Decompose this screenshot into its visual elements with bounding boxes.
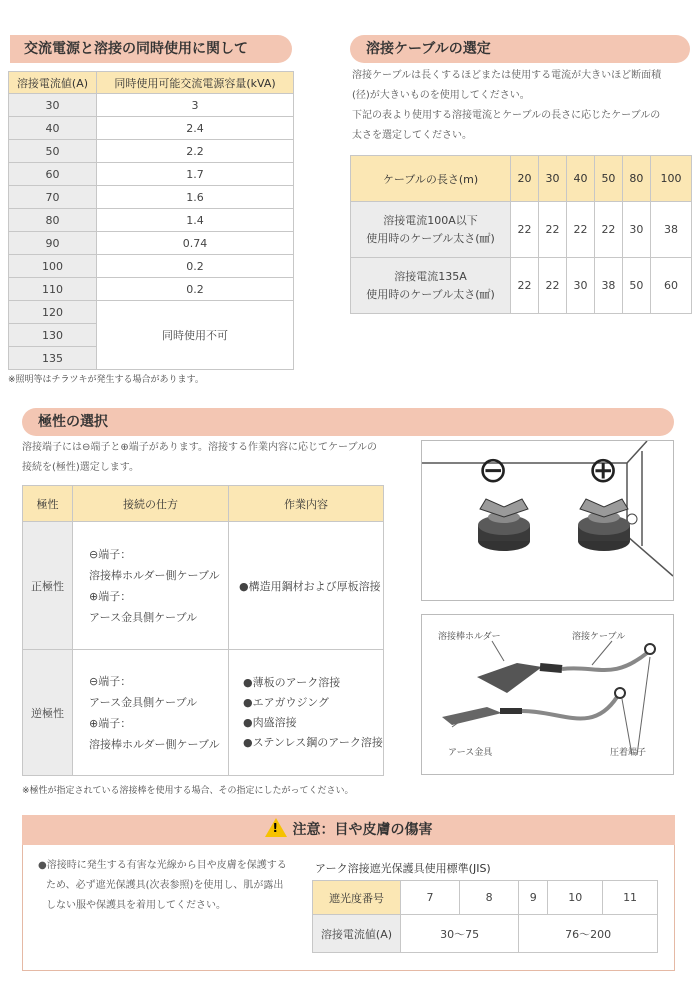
ac-v: 2.2 [97, 140, 294, 163]
cable-val: 30 [622, 202, 650, 258]
label-earth: アース金具 [448, 748, 493, 758]
plus-symbol: ⊕ [588, 450, 619, 491]
cable-val: 22 [511, 258, 539, 314]
pol-c: アース金具側ケーブル [89, 695, 198, 709]
cable-p2: (径)が大きいものを使用してください。 [352, 90, 530, 101]
warn-t1: ●溶接時に発生する有害な光線から目や皮膚を保護する [38, 860, 287, 871]
plus-terminal-icon [578, 499, 630, 551]
ac-v: 1.4 [97, 209, 294, 232]
pol-c: ⊖端子： [89, 674, 132, 688]
ac-v: 3 [97, 94, 294, 117]
ac-v: 0.2 [97, 255, 294, 278]
cable-len: 30 [538, 156, 566, 202]
cable-val: 22 [511, 202, 539, 258]
terminal-drawing [422, 441, 673, 600]
pol-n2: 逆極性 [23, 650, 73, 776]
warn-t3: しない服や保護具を着用してください。 [46, 900, 226, 911]
warn-v2: 76〜200 [519, 915, 658, 953]
cable-title: 溶接ケーブルの選定 [350, 35, 690, 63]
ac-note: ※照明等はチラツキが発生する場合があります。 [8, 375, 204, 385]
cable-val: 38 [594, 258, 622, 314]
pol-w: ●エアガウジング [243, 695, 329, 709]
pol-w: ●肉盛溶接 [243, 715, 297, 729]
label-holder: 溶接棒ホルダー [438, 632, 501, 642]
ac-table [8, 71, 294, 370]
minus-symbol: ⊖ [478, 450, 509, 491]
ac-a: 40 [9, 117, 97, 140]
cable-p1: 溶接ケーブルは長くするほどまたは使用する電流が大きいほど断面積 [352, 70, 662, 81]
ac-h2: 同時使用可能交流電源容量(kVA) [97, 72, 294, 94]
terminal-illustration [421, 440, 674, 601]
cable-len: 20 [511, 156, 539, 202]
warn-h2: 溶接電流値(A) [313, 915, 401, 953]
ac-v: 0.74 [97, 232, 294, 255]
ac-a: 90 [9, 232, 97, 255]
cable-len: 40 [566, 156, 594, 202]
ac-a: 30 [9, 94, 97, 117]
pol-c: アース金具側ケーブル [89, 610, 198, 624]
pol-note: ※極性が指定されている溶接棒を使用する場合、その指定にしたがってください。 [22, 786, 354, 796]
pol-title: 極性の選択 [22, 408, 674, 436]
cable-h: ケーブルの長さ(m) [351, 156, 511, 202]
cable-val: 38 [650, 202, 691, 258]
pol-c: ⊖端子： [89, 547, 132, 561]
cable-len: 100 [650, 156, 691, 202]
pol-h3: 作業内容 [229, 486, 384, 522]
ac-title: 交流電源と溶接の同時使用に関して [10, 35, 292, 63]
pol-c: ⊕端子： [89, 716, 132, 730]
pol-p2: 接続を(極性)選定します。 [22, 462, 140, 473]
minus-terminal-icon [478, 499, 530, 551]
warn-num: 8 [460, 881, 519, 915]
cable-table [350, 155, 692, 314]
ac-a: 80 [9, 209, 97, 232]
ac-a: 120 [9, 301, 97, 324]
pol-n1: 正極性 [23, 522, 73, 650]
warning-header [22, 815, 675, 845]
cable-p4: 太さを選定してください。 [352, 130, 472, 141]
cable-r1b: 使用時のケーブル太さ(㎟) [366, 231, 495, 245]
pol-w: ●ステンレス鋼のアーク溶接 [243, 735, 383, 749]
ac-a: 50 [9, 140, 97, 163]
cable-val: 22 [538, 202, 566, 258]
ac-v-merged: 同時使用不可 [97, 301, 294, 370]
cable-r2b: 使用時のケーブル太さ(㎟) [366, 287, 495, 301]
ac-v: 0.2 [97, 278, 294, 301]
ac-a: 100 [9, 255, 97, 278]
label-cable: 溶接ケーブル [572, 632, 626, 642]
warn-num: 9 [519, 881, 548, 915]
warn-v1: 30〜75 [401, 915, 519, 953]
warn-h1: 遮光度番号 [313, 881, 401, 915]
cable-val: 22 [538, 258, 566, 314]
ac-a: 135 [9, 347, 97, 370]
cable-val: 60 [650, 258, 691, 314]
ac-v: 1.7 [97, 163, 294, 186]
warn-table-title: アーク溶接遮光保護具使用標準(JIS) [315, 862, 491, 875]
ac-a: 110 [9, 278, 97, 301]
pol-c: 溶接棒ホルダー側ケーブル [89, 568, 220, 582]
ac-a: 130 [9, 324, 97, 347]
warn-num: 7 [401, 881, 460, 915]
warn-num: 10 [548, 881, 603, 915]
cable-val: 30 [566, 258, 594, 314]
ac-a: 60 [9, 163, 97, 186]
ac-v: 2.4 [97, 117, 294, 140]
cable-r2a: 溶接電流135A [394, 269, 467, 283]
warn-t2: ため、必ず遮光保護具(次表参照)を使用し、肌が露出 [46, 880, 284, 891]
warning-title: 注意：目や皮膚の傷害 [292, 822, 433, 838]
ac-h1: 溶接電流値(A) [9, 72, 97, 94]
cable-len: 50 [594, 156, 622, 202]
pol-p1: 溶接端子には⊖端子と⊕端子があります。溶接する作業内容に応じてケーブルの [22, 442, 378, 453]
ac-v: 1.6 [97, 186, 294, 209]
pol-c: ⊕端子： [89, 589, 132, 603]
pol-w: ●構造用鋼材および厚板溶接 [239, 579, 381, 593]
pol-h2: 接続の仕方 [73, 486, 229, 522]
cable-r1a: 溶接電流100A以下 [383, 213, 478, 227]
cable-val: 50 [622, 258, 650, 314]
pol-c: 溶接棒ホルダー側ケーブル [89, 737, 220, 751]
ac-a: 70 [9, 186, 97, 209]
cable-len: 80 [622, 156, 650, 202]
pol-table [22, 485, 384, 776]
pol-h1: 極性 [23, 486, 73, 522]
cable-val: 22 [566, 202, 594, 258]
warn-table [312, 880, 658, 953]
warn-num: 11 [603, 881, 658, 915]
label-terminal: 圧着端子 [610, 748, 647, 758]
cable-p3: 下記の表より使用する溶接電流とケーブルの長さに応じたケーブルの [352, 110, 661, 121]
pol-w: ●薄板のアーク溶接 [243, 675, 341, 689]
warning-icon: ! [265, 818, 287, 837]
cable-illustration [421, 614, 674, 775]
cable-val: 22 [594, 202, 622, 258]
